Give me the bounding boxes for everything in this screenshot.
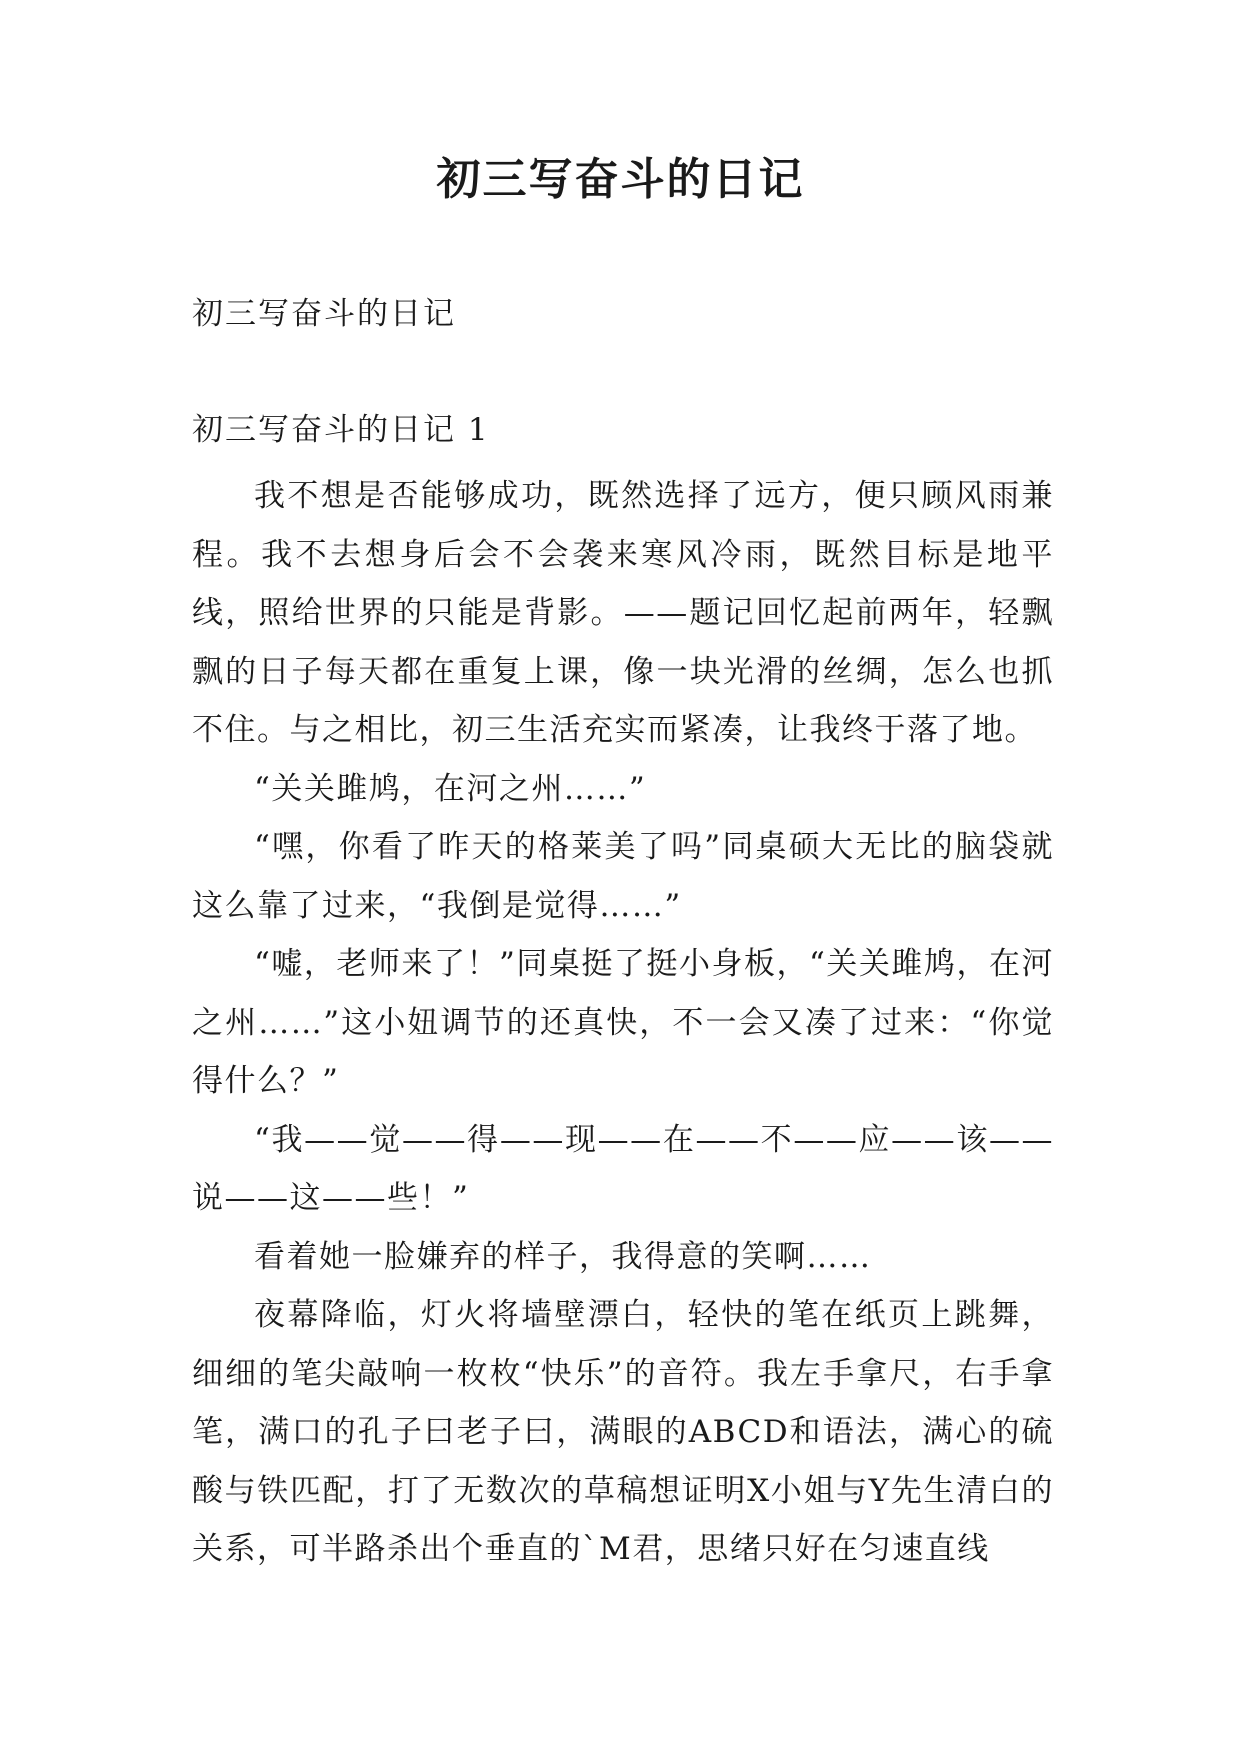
paragraph: 夜幕降临，灯火将墙壁漂白，轻快的笔在纸页上跳舞，细细的笔尖敲响一枚枚“快乐”的音符。我左手拿尺，右手拿笔，满口的孔子曰老子曰，满眼的ABCD和语法，满心的硫酸与铁匹配，打了无数次的草稿想证明X小姐与Y先生清白的关系，可半路杀出个垂直的`M君，思绪只好在匀速直线: [192, 1297, 1054, 1567]
document-subtitle: 初三写奋斗的日记: [192, 296, 456, 332]
paragraph: “嘿，你看了昨天的格莱美了吗”同桌硕大无比的脑袋就这么靠了过来，“我倒是觉得……”: [192, 829, 1054, 924]
document-title: 初三写奋斗的日记: [436, 154, 805, 205]
paragraph: “我——觉——得——现——在——不——应——该——说——这——些！”: [192, 1121, 1054, 1216]
section-heading: 初三写奋斗的日记 1: [192, 412, 490, 448]
paragraph: “嘘，老师来了！”同桌挺了挺小身板，“关关雎鸠，在河之州……”这小妞调节的还真快，不一会又凑了过来：“你觉得什么？”: [192, 946, 1054, 1099]
paragraph: 我不想是否能够成功，既然选择了远方，便只顾风雨兼程。我不去想身后会不会袭来寒风冷雨，既然目标是地平线，照给世界的只能是背影。——题记回忆起前两年，轻飘飘的日子每天都在重复上课，像一块光滑的丝绸，怎么也抓不住。与之相比，初三生活充实而紧凑，让我终于落了地。: [192, 478, 1054, 748]
paragraph: “关关雎鸠，在河之州……”: [254, 770, 647, 807]
paragraph: 看着她一脸嫌弃的样子，我得意的笑啊……: [254, 1238, 872, 1275]
document-body: [192, 467, 1054, 1579]
